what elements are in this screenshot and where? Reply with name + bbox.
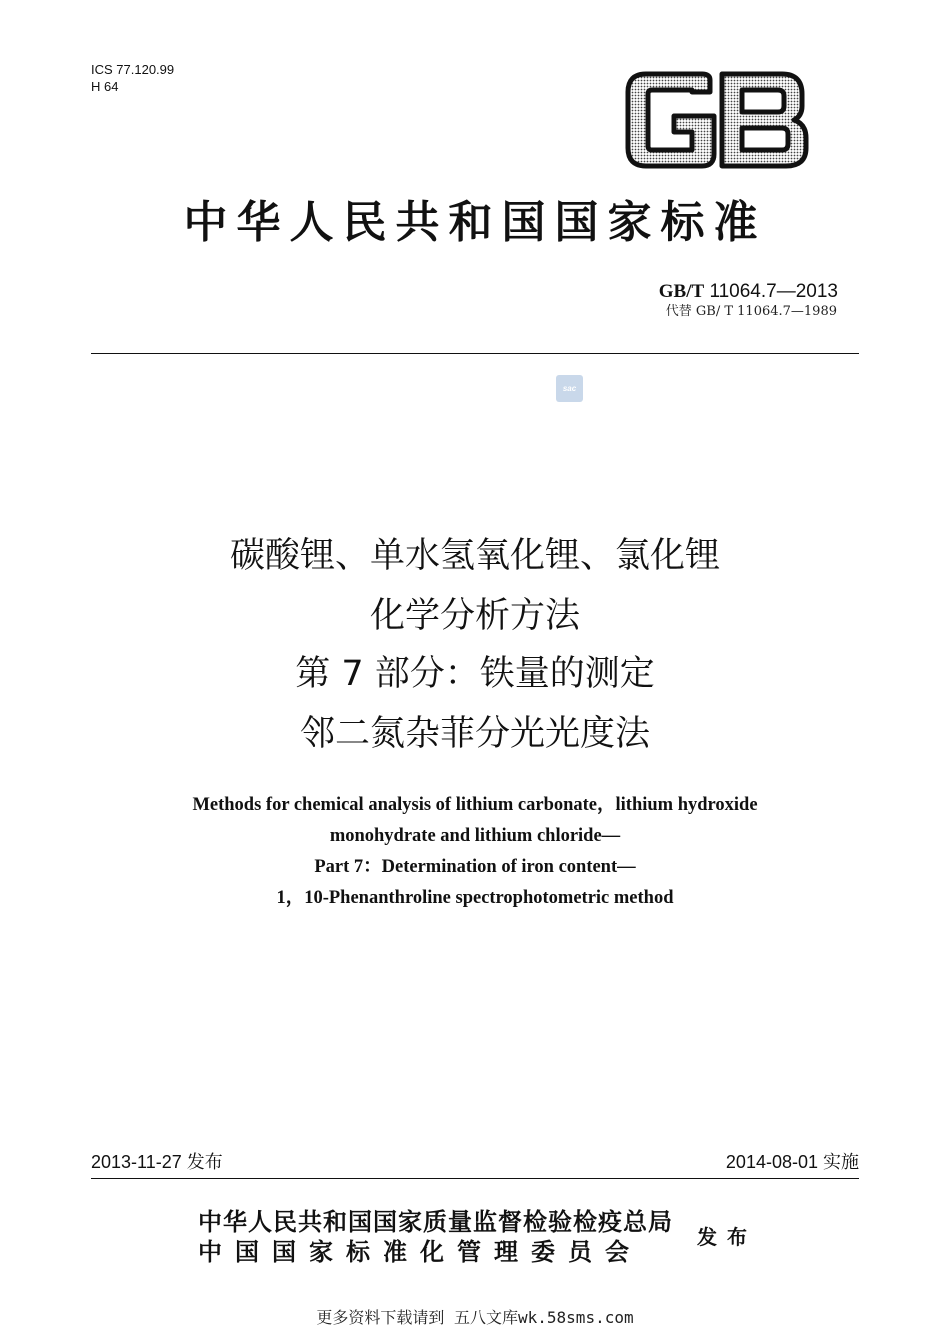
title-en-line-4: 1，10-Phenanthroline spectrophotometric method — [276, 888, 674, 908]
title-cn-line-2: 化学分析方法 — [369, 596, 580, 636]
classification-codes — [91, 61, 174, 95]
footer-download-link[interactable]: 更多资料下载请到 五八文库wk.58sms.com — [316, 1308, 634, 1327]
bottom-divider — [91, 1178, 859, 1179]
standard-prefix: GB/T — [658, 281, 705, 302]
implementation-date: 2014-08-01 实施 — [725, 1152, 859, 1172]
title-en-line-1: Methods for chemical analysis of lithium carbonate，lithium hydroxide — [192, 795, 758, 815]
issuer-aqsiq: 中华人民共和国国家质量监督检验检疫总局 — [198, 1207, 673, 1236]
title-en-line-2: monohydrate and lithium chloride— — [329, 826, 621, 846]
top-divider — [91, 353, 859, 354]
gb-logo — [622, 70, 812, 170]
ccs-code: H 64 — [91, 79, 119, 94]
title-cn-line-1: 碳酸锂、单水氢氧化锂、氯化锂 — [229, 536, 720, 576]
title-en-line-3: Part 7：Determination of iron content— — [314, 857, 636, 877]
publish-date: 2013-11-27 发布 — [91, 1152, 223, 1172]
ics-code: ICS 77.120.99 — [91, 62, 175, 77]
title-cn-line-3: 第 7 部分：铁量的测定 — [295, 654, 655, 694]
title-cn-line-4: 邻二氮杂菲分光光度法 — [299, 714, 650, 754]
issue-label: 发布 — [697, 1225, 757, 1249]
standard-number — [659, 281, 838, 303]
standard-code: 11064.7—2013 — [709, 281, 838, 302]
sac-watermark-text: sac — [562, 384, 577, 393]
national-standard-title: 中华人民共和国国家标准 — [183, 197, 767, 248]
replaces-standard: 代替 GB/ T 11064.7—1989 — [665, 304, 837, 319]
sac-watermark-icon — [556, 375, 583, 402]
issuer-sac: 中国国家标准化管理委员会 — [198, 1237, 642, 1266]
